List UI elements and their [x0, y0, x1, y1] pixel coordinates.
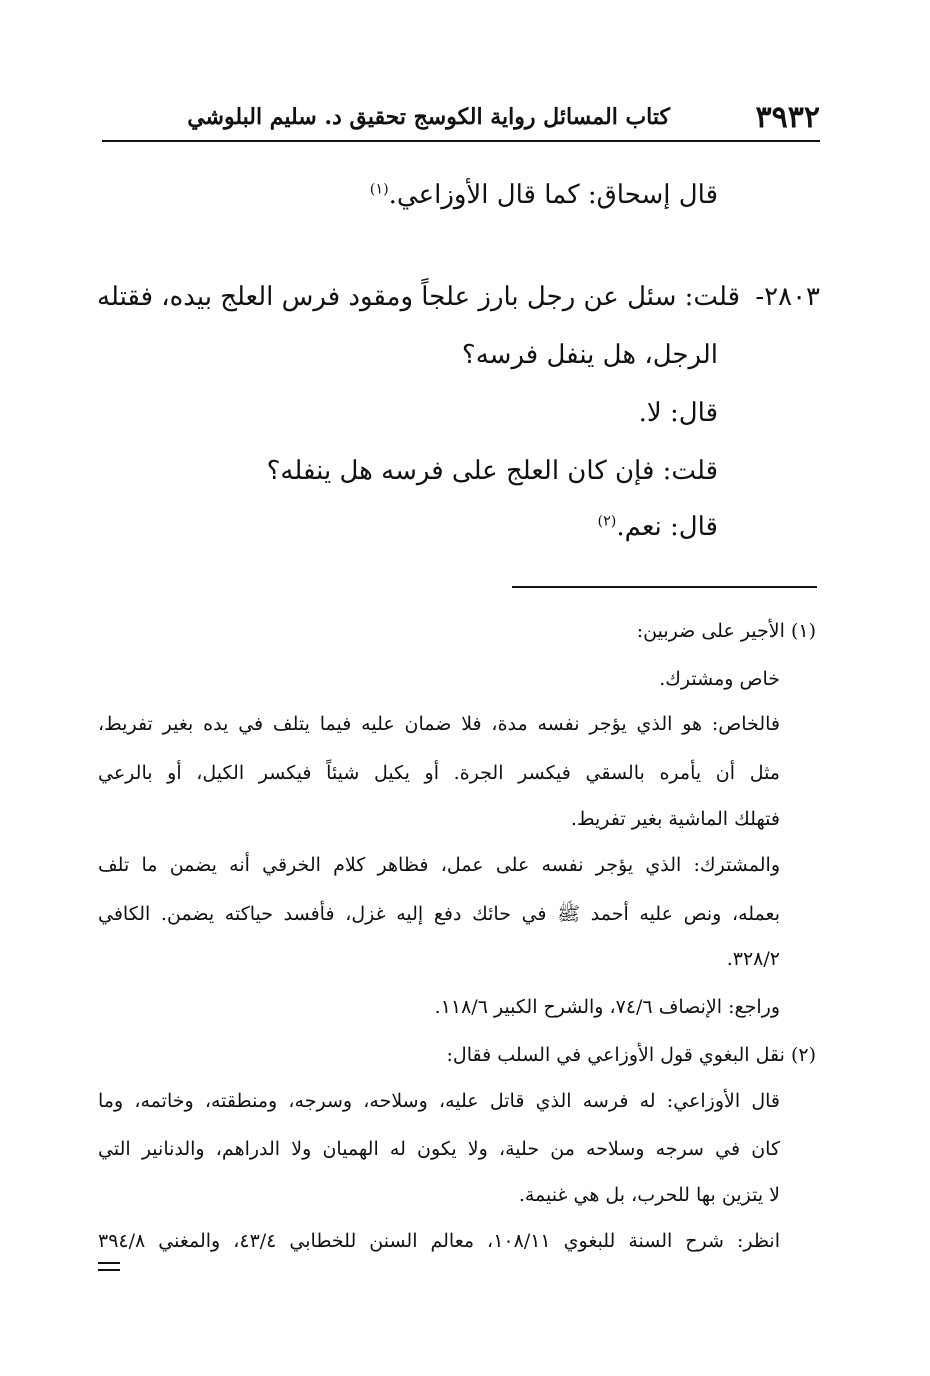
question-line-2: الرجل، هل ينفل فرسه؟	[461, 340, 718, 370]
footnote-1-line-9: وراجع: الإنصاف ٧٤/٦، والشرح الكبير ١١٨/٦.	[434, 996, 780, 1018]
question-number: ٢٨٠٣-	[755, 282, 820, 312]
question-line-1: قلت: سئل عن رجل بارز علجاً ومقود فرس العلج بيده، فقتله	[97, 282, 740, 312]
footnote-2-line-4: لا يتزين بها للحرب، بل هي غنيمة.	[518, 1184, 780, 1206]
footnote-separator	[512, 586, 817, 588]
footnote-2-line-2: قال الأوزاعي: له فرسه الذي قاتل عليه، وسلاحه، وسرجه، ومنطقته، وخاتمه، وما	[98, 1090, 780, 1112]
footnote-1-line-2: خاص ومشترك.	[659, 668, 780, 690]
footnote-2-line-1: (٢) نقل البغوي قول الأوزاعي في السلب فقال:	[446, 1044, 816, 1066]
footnote-1-line-7: بعمله، ونص عليه أحمد ﷺ في حائك دفع إليه غزل، فأفسد حياكته يضمن. الكافي	[98, 903, 780, 925]
footnote-ref-2: (٢)	[597, 513, 617, 530]
isaq-answer-line	[370, 180, 718, 210]
header-rule	[102, 140, 820, 142]
footnote-1-line-8: ٣٢٨/٢.	[726, 948, 780, 970]
footnote-2-line-3: كان في سرجه وسلاحه من حلية، ولا يكون له الهميان ولا الدراهم، والدنانير التي	[98, 1138, 780, 1160]
answer-line-2-text: قال: نعم.	[616, 512, 718, 542]
page-number: ٣٩٣٢	[755, 100, 820, 135]
question-line-3: قلت: فإن كان العلج على فرسه هل ينفله؟	[266, 456, 718, 486]
footnote-1-line-3: فالخاص: هو الذي يؤجر نفسه مدة، فلا ضمان عليه فيما يتلف في يده بغير تفريط،	[98, 713, 780, 735]
footnote-1-line-4: مثل أن يأمره بالسقي فيكسر الجرة. أو يكيل شيئاً فيكسر الكيل، أو بالرعي	[98, 762, 780, 784]
footnote-2-line-5: انظر: شرح السنة للبغوي ١٠٨/١١، معالم السنن للخطابي ٤٣/٤، والمغني ٣٩٤/٨	[98, 1230, 780, 1252]
running-title: كتاب المسائل رواية الكوسج تحقيق د. سليم البلوشي	[187, 104, 670, 130]
isaq-answer-text: قال إسحاق: كما قال الأوزاعي.	[388, 180, 718, 210]
answer-line-1: قال: لا.	[638, 398, 718, 428]
footnote-1-line-6: والمشترك: الذي يؤجر نفسه على عمل، فظاهر كلام الخرقي أنه يضمن ما تلف	[98, 854, 780, 876]
page-header	[102, 100, 820, 136]
answer-line-2	[598, 512, 718, 542]
footnote-1-line-1: (١) الأجير على ضربين:	[636, 620, 816, 642]
continuation-mark	[98, 1262, 120, 1276]
footnote-ref-1: (١)	[369, 181, 389, 198]
footnote-1-line-5: فتهلك الماشية بغير تفريط.	[570, 808, 780, 830]
